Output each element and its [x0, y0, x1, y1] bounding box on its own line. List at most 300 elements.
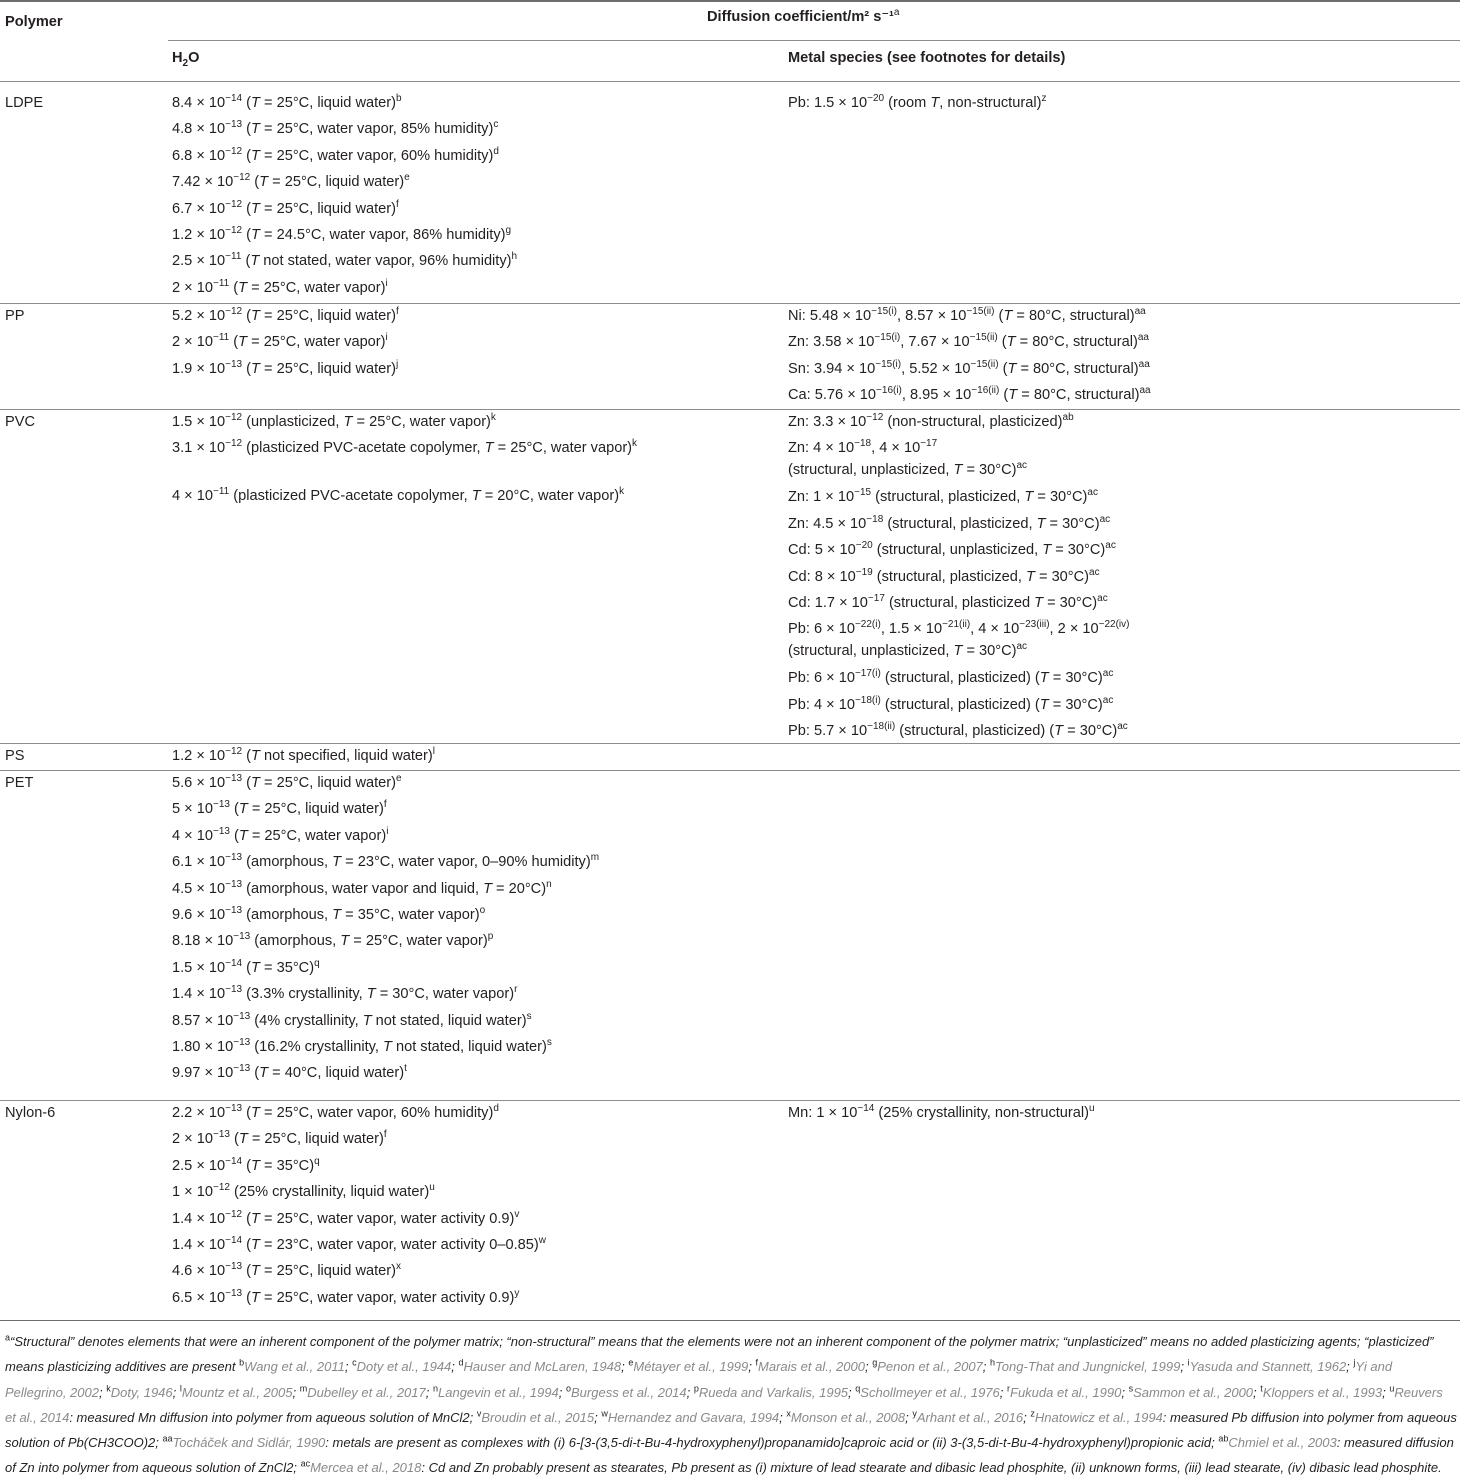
superscript: aa [1139, 385, 1151, 397]
footnote-w [601, 1410, 782, 1425]
coefficient-exponent: −13 [225, 119, 243, 131]
superscript: −20 [867, 93, 885, 104]
footnote-mark: l [432, 746, 435, 757]
coefficient-mantissa: 2 × 10 [172, 1131, 213, 1148]
h2o-values [172, 303, 772, 382]
condition-text: (T = 25°C, water vapor) [229, 827, 387, 844]
coefficient-mantissa: 6.7 × 10 [172, 200, 226, 217]
condition-text: (T = 25°C, liquid water) [229, 1131, 384, 1148]
footnote-mark: d [493, 1103, 499, 1114]
superscript: ac [1087, 487, 1098, 499]
coefficient-exponent: −13 [233, 1010, 251, 1022]
h2o-value [172, 796, 772, 822]
footnote-mark: l [179, 1383, 182, 1394]
footnote-text: ; [451, 1359, 455, 1375]
h2o-value [172, 981, 772, 1007]
coefficient-mantissa: 5 × 10 [172, 801, 213, 818]
superscript: −18 [854, 438, 872, 450]
polymer-name: Nylon-6 [5, 1105, 56, 1121]
group-divider [0, 1320, 1460, 1321]
footnote-e [628, 1359, 752, 1374]
footnote-mark: q [314, 1155, 320, 1167]
coefficient-exponent: −14 [225, 93, 243, 104]
superscript: ac [1016, 460, 1028, 472]
metal-value: Zn: $4.5 \times 10^{-18}$ (structural, plasticized, T = 30°C)$^{ac}$ [788, 513, 1111, 532]
superscript: ac [1097, 592, 1108, 604]
h2o-value [172, 1034, 772, 1060]
condition-text: (T = 25°C, water vapor, 60% humidity) [242, 147, 494, 164]
footnote-reference[interactable]: Tocháček and Sidlár, 1990 [172, 1434, 326, 1450]
footnote-s [1129, 1385, 1257, 1400]
temperature-symbol: T [250, 253, 260, 270]
footnote-mark: q [855, 1383, 861, 1394]
coefficient-exponent: −14 [225, 957, 243, 969]
footnote-mark: q [314, 957, 320, 969]
condition-text: (amorphous, T = 35°C, water vapor) [242, 906, 480, 923]
footnote-n [433, 1385, 562, 1400]
coefficient-mantissa: 2.5 × 10 [172, 253, 226, 270]
coefficient-mantissa: 9.97 × 10 [172, 1065, 234, 1082]
footnote-mark: b [239, 1358, 245, 1369]
condition-text: (T = 40°C, liquid water) [250, 1065, 405, 1082]
coefficient-exponent: −13 [225, 358, 243, 370]
temperature-symbol: T [1024, 489, 1034, 506]
subheader-rule [168, 40, 1460, 41]
superscript: −15(i) [874, 332, 901, 344]
coefficient-exponent: −12 [225, 438, 243, 450]
metal-value: Zn: $3.58 \times 10^{-15(i)}$, $7.67 \times 10^{-15(ii)}$ (T = 80°C, structural)$^{aa}$ [788, 332, 1149, 351]
superscript: −16(ii) [971, 385, 1000, 397]
footnote-text: ; [425, 1384, 430, 1400]
footnote-o [566, 1385, 690, 1400]
coefficient-mantissa: 8.4 × 10 [172, 95, 226, 111]
coefficient-exponent: −13 [225, 1261, 243, 1273]
coefficient-mantissa: 1.4 × 10 [172, 986, 226, 1003]
header-diffusion-text: Diffusion coefficient/m² s⁻¹ [707, 8, 894, 25]
footnote-reference[interactable]: Mountz et al., 2005 [181, 1384, 293, 1400]
coefficient-mantissa: 1.4 × 10 [172, 1236, 226, 1253]
temperature-symbol: T [259, 1065, 269, 1082]
footnote-text: ; [982, 1359, 987, 1375]
metal-value-line: (structural, unplasticized, T = 30°C)$^{ac}$ [788, 460, 1028, 479]
footnote-text: ; [864, 1359, 869, 1375]
temperature-symbol: T [1054, 723, 1064, 740]
h2o-value [172, 1153, 772, 1179]
coefficient-exponent: −13 [225, 878, 243, 890]
footnote-p [694, 1385, 852, 1400]
footnote-reference[interactable]: Broudin et al., 2015 [481, 1409, 595, 1425]
polymer-name: LDPE [5, 95, 44, 111]
temperature-symbol: T [251, 959, 260, 976]
coefficient-exponent: −11 [225, 251, 242, 263]
h2o-value [172, 1232, 772, 1258]
coefficient-mantissa: 8.57 × 10 [172, 1012, 234, 1029]
h2o-value [172, 770, 772, 796]
footnote-mark: ac [300, 1458, 311, 1469]
footnote-text: ; [1253, 1384, 1257, 1400]
table-top-rule [0, 0, 1460, 2]
temperature-symbol: T [1006, 334, 1016, 351]
temperature-symbol: T [251, 121, 260, 138]
metal-value: Zn: $3.3 \times 10^{-12}$ (non-structural, plasticized)$^{ab}$ [788, 412, 1074, 430]
footnote-l [180, 1385, 296, 1400]
coefficient-exponent: −13 [233, 1063, 251, 1075]
superscript: ac [1099, 513, 1111, 525]
footnote-reference[interactable]: Penon et al., 2007 [877, 1359, 983, 1375]
superscript: −17 [867, 592, 885, 604]
condition-text: (T = 25°C, liquid water) [242, 308, 396, 324]
coefficient-exponent: −13 [233, 931, 251, 943]
metal-value: Ca: $5.76 \times 10^{-16(i)}$, $8.95 \times 10^{-16(ii)}$ (T = 80°C, structural)$^{aa}$ [788, 385, 1151, 404]
metal-values [788, 1100, 1458, 1126]
h2o-value [172, 222, 772, 248]
coefficient-exponent: −13 [233, 1036, 251, 1048]
superscript: −17 [920, 438, 938, 450]
h2o-value [172, 1060, 772, 1086]
footnote-mark: i [385, 332, 388, 344]
h2o-value [172, 435, 772, 483]
footnote-reference[interactable]: Dubelley et al., 2017 [307, 1384, 426, 1400]
coefficient-exponent: −12 [212, 1182, 230, 1194]
footnote-mark: o [565, 1383, 571, 1394]
footnote-text: ; [1023, 1409, 1027, 1425]
temperature-symbol: T [1036, 515, 1046, 532]
footnote-mark: f [755, 1358, 759, 1369]
footnote-reference[interactable]: Rueda and Varkalis, 1995 [698, 1384, 849, 1400]
superscript: −12 [866, 412, 884, 423]
h2o-value [172, 329, 772, 355]
coefficient-mantissa: 7.42 × 10 [172, 174, 234, 191]
metal-value: Cd: $1.7 \times 10^{-17}$ (structural, plasticized T = 30°C)$^{ac}$ [788, 592, 1108, 611]
footnote-reference[interactable]: Kloppers et al., 1993 [1262, 1384, 1383, 1400]
footnote-mark: k [106, 1383, 111, 1394]
temperature-symbol: T [332, 854, 342, 871]
superscript: −15(ii) [970, 358, 999, 370]
footnote-mark: k [619, 486, 625, 498]
coefficient-exponent: −12 [225, 224, 243, 236]
footnote-reference[interactable]: Hernandez and Gavara, 1994 [607, 1409, 780, 1425]
h2o-value [172, 90, 772, 116]
superscript: z [1041, 93, 1047, 104]
condition-text: (T = 25°C, water vapor) [229, 334, 386, 351]
footnote-mark: aa [162, 1433, 173, 1444]
footnote-reference[interactable]: Marais et al., 2000 [758, 1359, 865, 1375]
h2o-value [172, 483, 772, 509]
coefficient-mantissa: 5.2 × 10 [172, 308, 226, 324]
coefficient-mantissa: 1.2 × 10 [172, 226, 226, 243]
coefficient-mantissa: 6.1 × 10 [172, 854, 226, 871]
metal-value: Cd: $8 \times 10^{-19}$ (structural, plasticized, T = 30°C)$^{ac}$ [788, 566, 1100, 585]
condition-text: (T = 25°C, water vapor, 60% humidity) [242, 1105, 494, 1121]
footnote-d [459, 1359, 625, 1374]
condition-text: (4% crystallinity, T not stated, liquid water) [250, 1012, 527, 1029]
metal-value: Mn: $1 \times 10^{-14}$ (25% crystallinity, non-structural)$^u$ [788, 1103, 1095, 1121]
footnote-mark: w [538, 1234, 546, 1246]
temperature-symbol: T [251, 1157, 260, 1174]
footnote-mark: y [514, 1287, 520, 1299]
footnote-ac [301, 1460, 1442, 1475]
superscript: −15(ii) [966, 306, 995, 317]
footnote-q [855, 1385, 1003, 1400]
coefficient-exponent: −13 [225, 904, 243, 916]
footnote-reference[interactable]: Fukuda et al., 1990 [1010, 1384, 1122, 1400]
temperature-symbol: T [251, 147, 260, 164]
footnote-g [872, 1359, 986, 1374]
superscript: aa [1134, 306, 1146, 317]
footnote-mark: z [1030, 1408, 1035, 1419]
temperature-symbol: T [238, 801, 248, 818]
coefficient-exponent: −13 [225, 1287, 243, 1299]
metal-value [788, 435, 1458, 484]
coefficient-exponent: −12 [225, 412, 243, 423]
footnote-reference[interactable]: Schollmeyer et al., 1976 [860, 1384, 1000, 1400]
temperature-symbol: T [332, 906, 342, 923]
footnote-h [990, 1359, 1184, 1374]
temperature-symbol: T [251, 1236, 260, 1253]
condition-text: (T not specified, liquid water) [242, 748, 433, 764]
temperature-symbol: T [382, 1038, 392, 1055]
h2o-value [172, 1008, 772, 1034]
condition-text: (T = 25°C, water vapor) [229, 279, 386, 296]
metal-value-line: Pb: $6 \times 10^{-22(i)}$, $1.5 \times 10^{-21(ii)}$, $4 \times 10^{-23(iii)}$, $2 \times 10^{-22(iv)}$ [788, 619, 1130, 638]
coefficient-mantissa: 4.6 × 10 [172, 1263, 226, 1280]
superscript: −16(i) [876, 385, 902, 397]
h2o-value [172, 1285, 772, 1311]
footnote-reference[interactable]: Langevin et al., 1994 [438, 1384, 559, 1400]
h2o-value [172, 1100, 772, 1126]
superscript: ab [1062, 412, 1074, 423]
superscript: aa [1137, 332, 1149, 344]
footnote-text: ; [999, 1384, 1004, 1400]
footnote-reference[interactable]: Chmiel et al., 2003 [1228, 1434, 1337, 1450]
temperature-symbol: T [238, 827, 248, 844]
footnote-text: ; [686, 1384, 691, 1400]
metal-value: Sn: $3.94 \times 10^{-15(i)}$, $5.52 \times 10^{-15(ii)}$ (T = 80°C, structural)$^{aa}$ [788, 358, 1150, 377]
temperature-symbol: T [1039, 670, 1049, 687]
coefficient-exponent: −11 [212, 332, 230, 344]
footnote-reference[interactable]: Yasuda and Stannett, 1962 [1189, 1359, 1347, 1375]
temperature-symbol: T [259, 174, 269, 191]
temperature-symbol: T [366, 986, 376, 1003]
footnote-r [1007, 1385, 1125, 1400]
h2o-value [172, 1206, 772, 1232]
coefficient-exponent: −13 [225, 852, 243, 864]
footnote-mark: i [386, 825, 389, 837]
footnote-text: ; [779, 1409, 783, 1425]
footnote-reference[interactable]: Mercea et al., 2018 [310, 1459, 422, 1475]
footnote-mark: r [1007, 1383, 1011, 1394]
footnote-mark: p [487, 931, 494, 943]
coefficient-mantissa: 3.1 × 10 [172, 440, 226, 457]
temperature-symbol: T [1042, 542, 1052, 559]
footnote-text: ; [292, 1384, 297, 1400]
footnote-reference[interactable]: Métayer et al., 1999 [633, 1359, 749, 1375]
superscript: −15(i) [871, 306, 898, 317]
condition-text: (16.2% crystallinity, T not stated, liquid water) [250, 1038, 547, 1055]
coefficient-exponent: −12 [225, 306, 243, 317]
footnote-mark: v [514, 1208, 520, 1220]
condition-text: (T = 25°C, liquid water) [242, 360, 396, 377]
h2o-value [172, 876, 772, 902]
footnote-c [352, 1359, 455, 1374]
temperature-symbol: T [1003, 308, 1013, 324]
metal-value: Pb: $5.7 \times 10^{-18(ii)}$ (structural, plasticized) (T = 30°C)$^{ac}$ [788, 721, 1128, 740]
superscript: ac [1105, 540, 1116, 552]
footnote-text: : metals are present as complexes with (i) 6-[3-(3,5-di-t-Bu-4-hydroxyphenyl)propanamido]caproic acid or (ii) 3-(3,5-di-t-Bu-4-hydroxyphenyl)propionic acid; [325, 1434, 1215, 1450]
temperature-symbol: T [251, 200, 260, 217]
coefficient-exponent: −14 [225, 1234, 243, 1246]
temperature-symbol: T [251, 1210, 260, 1227]
footnote-mark: j [1353, 1358, 1356, 1369]
footnote-mark: k [632, 438, 638, 450]
superscript: aa [1138, 358, 1150, 370]
condition-text: (25% crystallinity, liquid water) [229, 1184, 430, 1201]
superscript: −20 [855, 540, 873, 552]
coefficient-exponent: −13 [212, 799, 230, 811]
coefficient-exponent: −12 [225, 198, 243, 210]
footnote-reference[interactable]: Hauser and McLaren, 1948 [463, 1359, 622, 1375]
coefficient-mantissa: 2.5 × 10 [172, 1157, 226, 1174]
temperature-symbol: T [238, 334, 248, 351]
coefficient-exponent: −11 [212, 277, 230, 289]
h2o-value [172, 955, 772, 981]
coefficient-mantissa: 1.2 × 10 [172, 748, 226, 764]
footnote-mark: c [493, 119, 499, 131]
footnote-mark: n [546, 878, 552, 890]
superscript: −18(ii) [867, 721, 896, 733]
temperature-symbol: T [1008, 387, 1018, 404]
h2o-values [172, 743, 772, 769]
coefficient-mantissa: 2.2 × 10 [172, 1105, 226, 1121]
footnote-y [912, 1410, 1026, 1425]
footnote-b [239, 1359, 348, 1374]
h2o-value [172, 303, 772, 329]
metal-value: Pb: $4 \times 10^{-18(i)}$ (structural, plasticized) (T = 30°C)$^{ac}$ [788, 694, 1114, 713]
superscript: −15 [854, 487, 872, 499]
temperature-symbol: T [362, 1012, 372, 1029]
temperature-symbol: T [340, 933, 350, 950]
condition-text: (T = 25°C, water vapor, water activity 0.9) [242, 1289, 515, 1306]
footnote-text: ; [848, 1384, 852, 1400]
polymer-name: PVC [5, 414, 36, 430]
h2o-value [172, 1258, 772, 1284]
metal-values [788, 409, 1458, 745]
footnote-text: ; [172, 1384, 177, 1400]
footnote-text: : measured Pb diffusion into polymer from aqueous solution of Pb(CH3COO)2; [5, 1409, 1457, 1450]
footnote-text: ; [558, 1384, 563, 1400]
temperature-symbol: T [251, 1105, 260, 1121]
metal-value: Cd: $5 \times 10^{-20}$ (structural, unplasticized, T = 30°C)$^{ac}$ [788, 540, 1116, 559]
coefficient-mantissa: 1 × 10 [172, 1184, 213, 1201]
coefficient-exponent: −12 [225, 746, 243, 757]
condition-text: (plasticized PVC-acetate copolymer, T = 25°C, water vapor) [242, 440, 633, 457]
h2o-value [172, 849, 772, 875]
footnote-mark: f [383, 799, 387, 811]
temperature-symbol: T [1007, 360, 1017, 377]
temperature-symbol: T [251, 308, 260, 324]
footnote-reference[interactable]: Yi and Pellegrino, 2002 [5, 1359, 1393, 1400]
footnote-reference[interactable]: Wang et al., 2011 [244, 1359, 345, 1375]
temperature-symbol: T [953, 462, 963, 479]
condition-text: (T = 25°C, liquid water) [242, 95, 396, 111]
temperature-symbol: T [251, 95, 260, 111]
coefficient-mantissa: 4.8 × 10 [172, 121, 226, 138]
condition-text: (T = 25°C, liquid water) [242, 1263, 396, 1280]
temperature-symbol: T [251, 775, 260, 791]
footnote-text: ; [621, 1359, 625, 1375]
temperature-symbol: T [251, 360, 260, 377]
footnote-mark: e [628, 1358, 634, 1369]
footnote-mark: f [396, 198, 399, 210]
polymer-name: PP [5, 308, 25, 324]
footnote-k [106, 1385, 176, 1400]
coefficient-mantissa: 1.9 × 10 [172, 360, 226, 377]
condition-text: (unplasticized, T = 25°C, water vapor) [242, 414, 491, 430]
superscript: −23(iii) [1019, 619, 1050, 631]
footnote-mark: g [872, 1358, 878, 1369]
superscript: −22(i) [854, 619, 881, 631]
superscript: u [1089, 1103, 1095, 1114]
footnote-mark: w [601, 1408, 608, 1419]
coefficient-mantissa: 1.4 × 10 [172, 1210, 226, 1227]
superscript: ac [1089, 566, 1100, 578]
temperature-symbol: T [471, 488, 481, 505]
footnote-reference[interactable]: Doty, 1946 [110, 1384, 173, 1400]
h2o-values [172, 409, 772, 510]
footnote-reference[interactable]: Sammon et al., 2000 [1133, 1384, 1254, 1400]
footnote-reference[interactable]: Tong-That and Jungnickel, 1999 [995, 1359, 1181, 1375]
coefficient-exponent: −12 [225, 1208, 243, 1220]
superscript: −18(i) [854, 694, 881, 706]
h2o-value [172, 409, 772, 435]
condition-text: (amorphous, T = 25°C, water vapor) [250, 933, 488, 950]
footnote-reference[interactable]: Reuvers et al., 2014 [5, 1384, 1443, 1425]
temperature-symbol: T [1039, 696, 1049, 713]
footnote-reference[interactable]: Burgess et al., 2014 [571, 1384, 687, 1400]
condition-text: (T = 35°C) [242, 959, 315, 976]
superscript: −18 [866, 513, 884, 525]
footnote-mark: e [396, 773, 402, 784]
metal-value-line: (structural, unplasticized, T = 30°C)$^{ac}$ [788, 641, 1028, 660]
footnote-mark: f [396, 306, 399, 317]
header-polymer: Polymer [5, 14, 63, 30]
footnote-mark: e [404, 172, 410, 184]
footnote-x [786, 1410, 908, 1425]
superscript: −14 [857, 1103, 875, 1114]
footnote-text: ; [1346, 1359, 1350, 1375]
footnote-text: ; [905, 1409, 909, 1425]
coefficient-mantissa: 4 × 10 [172, 488, 213, 505]
footnote-reference[interactable]: Arhant et al., 2016 [916, 1409, 1024, 1425]
h2o-value [172, 248, 772, 274]
footnote-mark: f [383, 1129, 387, 1141]
footnote-mark: v [476, 1408, 482, 1419]
footnote-text: “Structural” denotes elements that were an inherent component of the polymer matrix; “non-structural” means that the elements were not an inherent component of the polymer matrix; “unplasticized” means no added plasticizing agents; “plasticized” means plasticizing additives are present [5, 1334, 1434, 1375]
h2o-values [172, 1100, 772, 1311]
footnote-reference[interactable]: Monson et al., 2008 [790, 1409, 906, 1425]
footnote-reference[interactable]: Hnatowicz et al., 1994 [1034, 1409, 1163, 1425]
h2o-value [172, 902, 772, 928]
temperature-symbol: T [484, 440, 494, 457]
footnote-text: ; [98, 1384, 103, 1400]
footnote-reference[interactable]: Doty et al., 1944 [356, 1359, 452, 1375]
footnote-mark: h [511, 251, 518, 263]
footnote-text: : Cd and Zn probably present as stearates, Pb present as (i) mixture of lead stearate and dibasic lead phosphite, (ii) unknown forms, (iii) lead stearate, (iv) dibasic lead phosphite. [421, 1459, 1442, 1475]
coefficient-exponent: −13 [225, 773, 243, 784]
h2o-value [172, 1179, 772, 1205]
footnote-mark: h [990, 1358, 996, 1369]
metal-value: Pb: $1.5 \times 10^{-20}$ (room T, non-structural)$^z$ [788, 93, 1047, 111]
